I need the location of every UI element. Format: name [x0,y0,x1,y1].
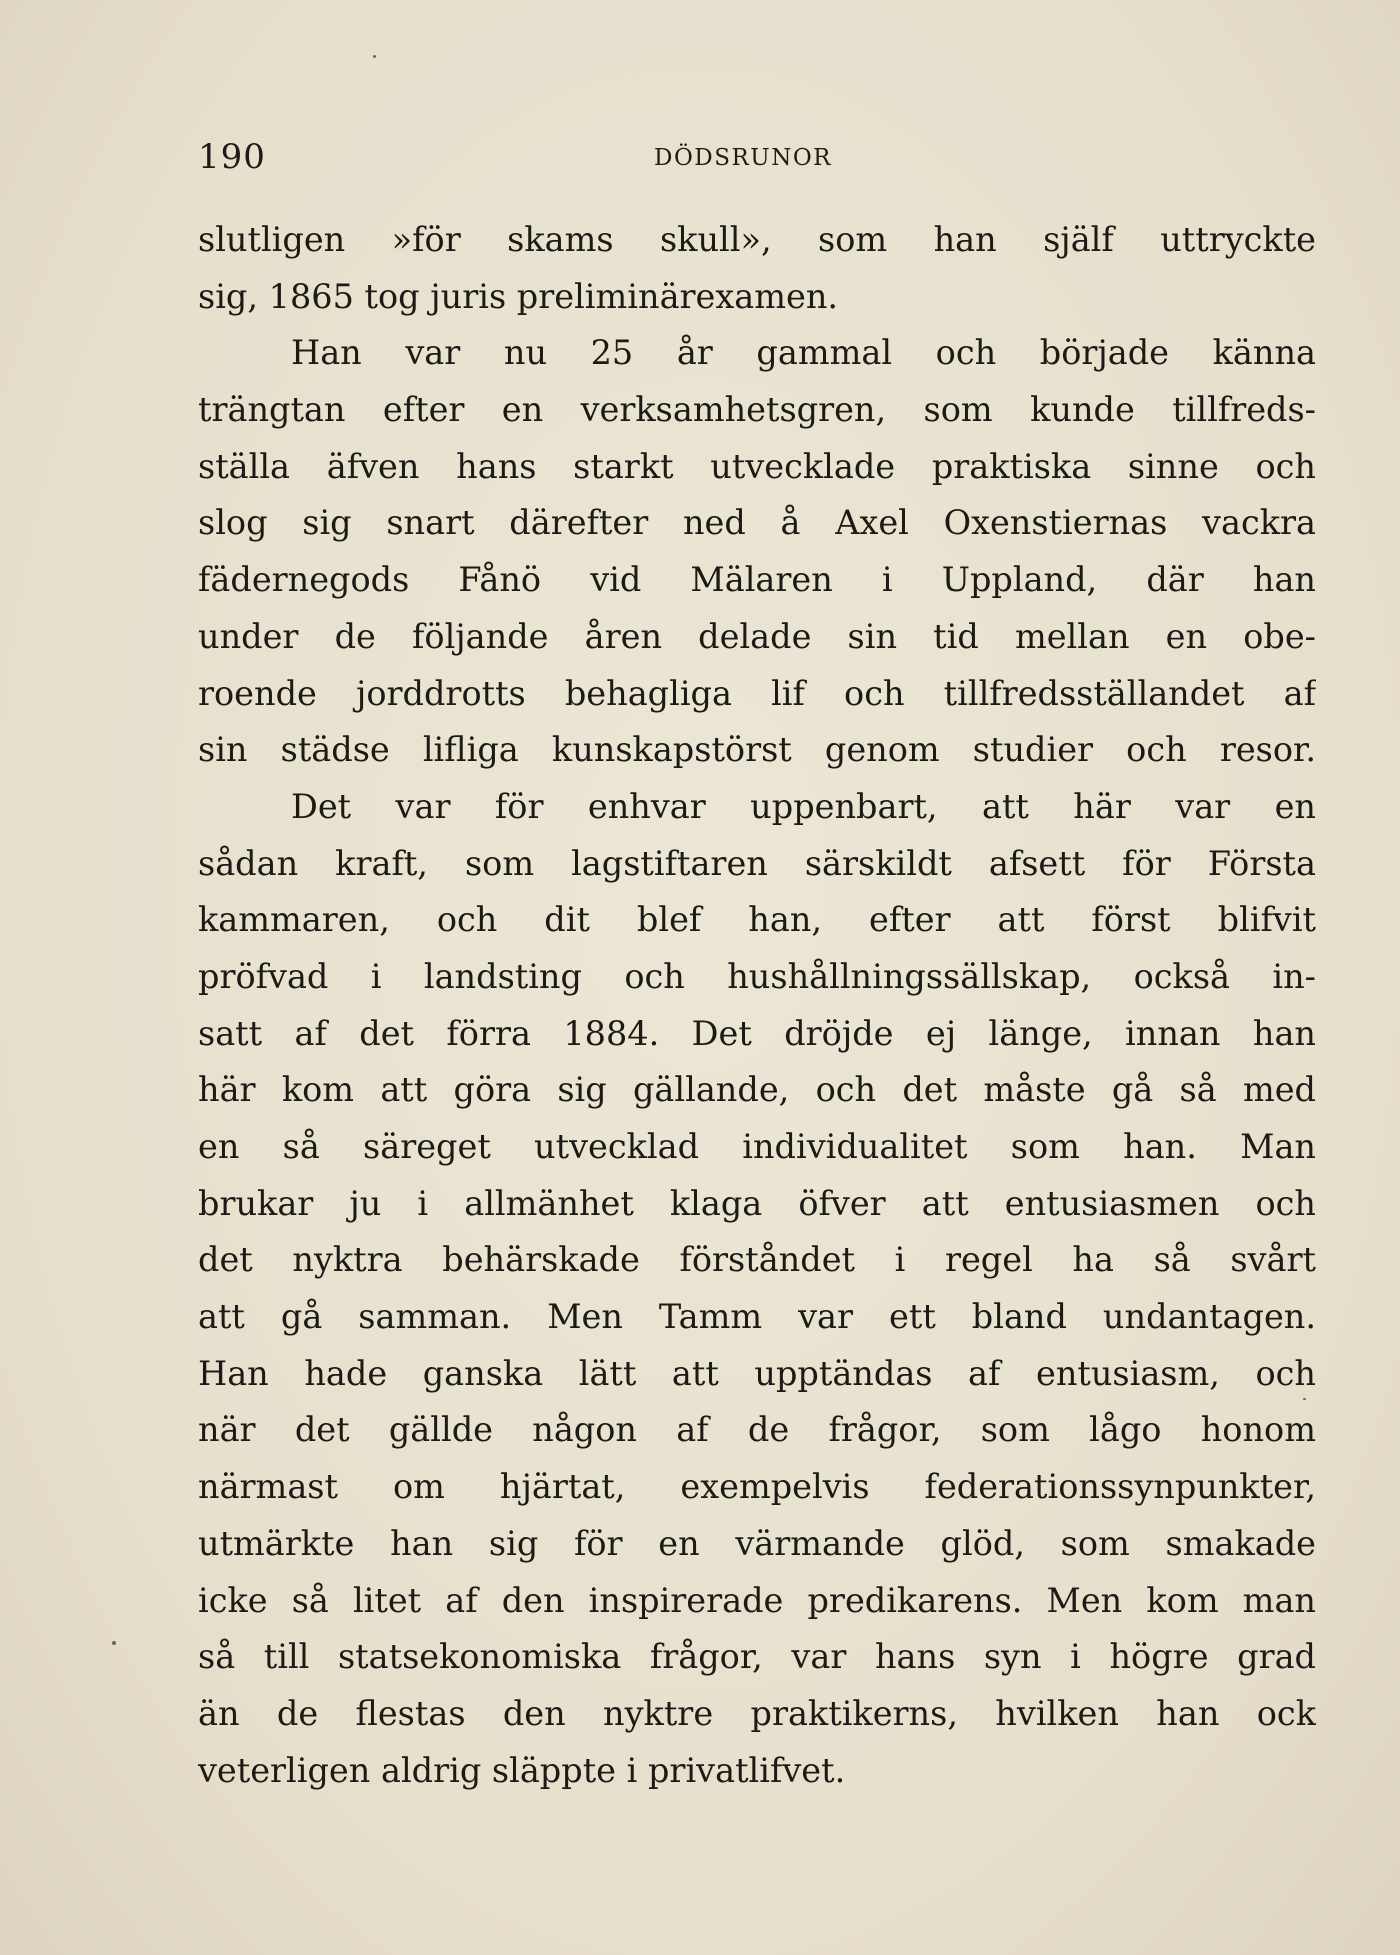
text-line: utmärkte han sig för en värmande glöd, som smakade [198,1523,1316,1563]
text-line: att gå samman. Men Tamm var ett bland undantagen. [198,1297,1316,1337]
body-text [198,212,1316,1799]
text-line: pröfvad i landsting och hushållningssällskap, också in- [198,956,1316,996]
paper-speck [112,1641,116,1645]
text-line: sådan kraft, som lagstiftaren särskildt afsett för Första [198,843,1316,883]
text-line: än de flestas den nyktre praktikerns, hvilken han ock [198,1693,1316,1733]
text-line: roende jorddrotts behagliga lif och tillfredsställandet af [198,673,1316,713]
text-line: brukar ju i allmänhet klaga öfver att entusiasmen och [198,1183,1316,1223]
text-line: det nyktra behärskade förståndet i regel ha så svårt [198,1240,1316,1280]
text-line: Han var nu 25 år gammal och började känna [291,333,1316,373]
text-line: sin städse lifliga kunskapstörst genom studier och resor. [198,730,1316,770]
text-line: icke så litet af den inspirerade predikarens. Men kom man [198,1580,1316,1620]
text-line: kammaren, och dit blef han, efter att först blifvit [198,900,1316,940]
text-line: Det var för enhvar uppenbart, att här var en [291,786,1316,826]
page-number: 190 [198,137,266,177]
text-line: under de följande åren delade sin tid mellan en obe- [198,616,1316,656]
text-line: Han hade ganska lätt att upptändas af entusiasm, och [198,1353,1316,1393]
running-title: DÖDSRUNOR [654,145,832,171]
text-line: fädernegods Fånö vid Mälaren i Uppland, där han [198,560,1316,600]
text-line: trängtan efter en verksamhetsgren, som kunde tillfreds- [198,390,1316,430]
text-line: ställa äfven hans starkt utvecklade praktiska sinne och [198,446,1316,486]
paper-speck [373,55,376,58]
text-line: närmast om hjärtat, exempelvis federationssynpunkter, [198,1467,1316,1507]
text-line: veterligen aldrig släppte i privatlifvet. [198,1750,846,1790]
paper-speck [1303,1398,1306,1400]
text-line: en så säreget utvecklad individualitet som han. Man [198,1127,1316,1166]
text-line: här kom att göra sig gällande, och det måste gå så med [198,1070,1316,1110]
text-line: slog sig snart därefter ned å Axel Oxenstiernas vackra [198,503,1316,543]
text-line: slutligen »för skams skull», som han själf uttryckte [198,220,1316,259]
text-line: så till statsekonomiska frågor, var hans syn i högre grad [198,1637,1316,1677]
text-line: när det gällde någon af de frågor, som lågo honom [198,1410,1316,1450]
text-line: sig, 1865 tog juris preliminärexamen. [198,276,839,316]
running-head [198,132,1318,182]
text-line: satt af det förra 1884. Det dröjde ej länge, innan han [198,1013,1316,1053]
